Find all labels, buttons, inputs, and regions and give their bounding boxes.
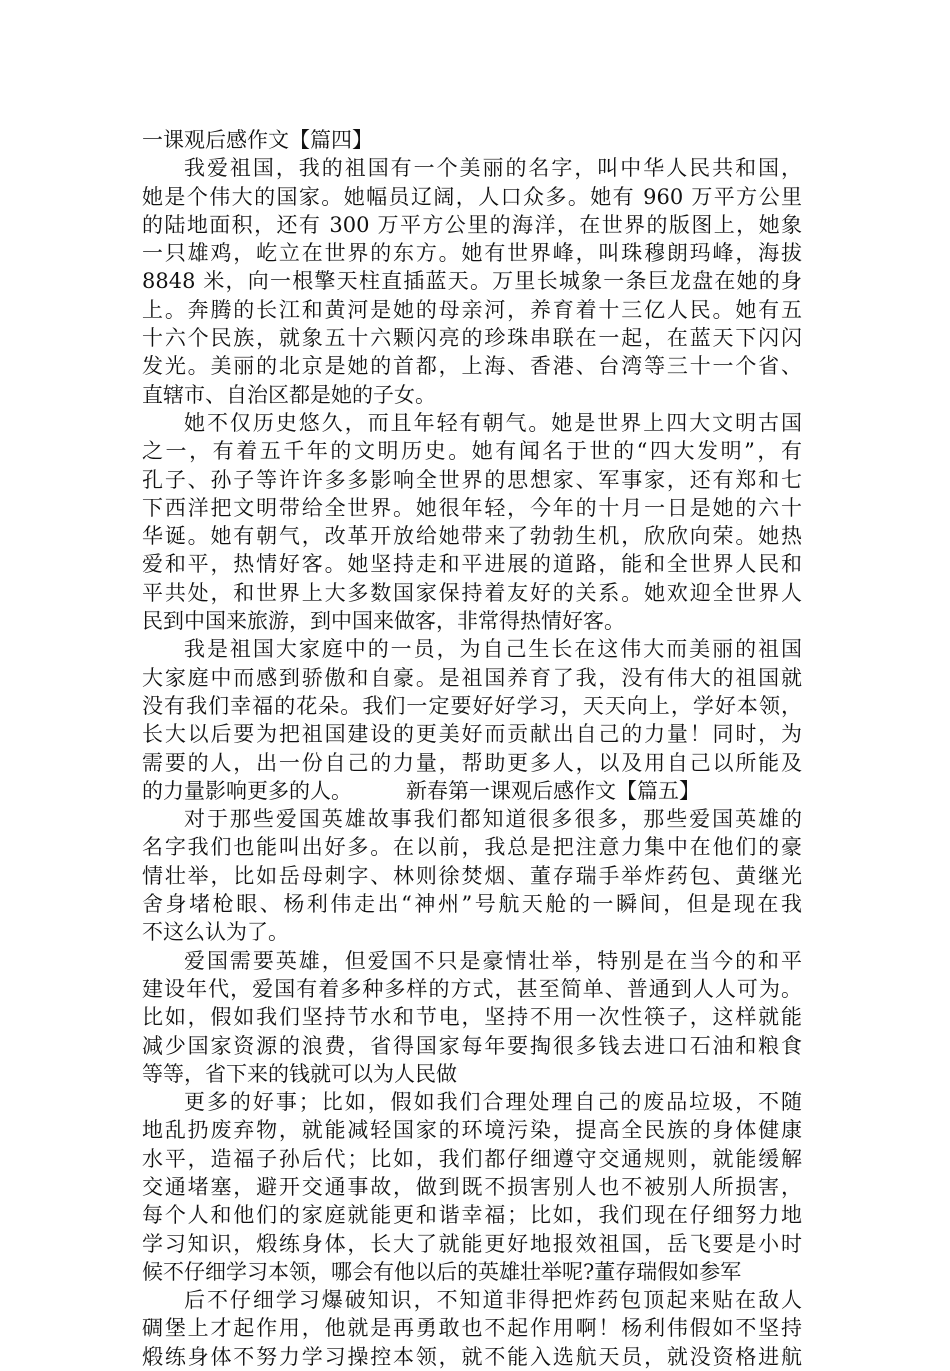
text-line (142, 918, 802, 946)
line-text: 等等，省下来的钱就可以为人民做 (142, 1061, 457, 1086)
line-text: 之一，有着五千年的文明历史。她有闻名于世的“四大发明”，有 (142, 439, 802, 464)
text-line (142, 862, 802, 890)
line-text: 发光。美丽的北京是她的首都，上海、香港、台湾等三十一个省、 (142, 354, 802, 379)
line-text: 十六个民族，就象五十六颗闪亮的珍珠串联在一起，在蓝天下闪闪 (142, 326, 802, 351)
text-line (142, 947, 802, 975)
line-text: 直辖市、自治区都是她的子女。 (142, 382, 436, 407)
line-text: 不这么认为了。 (142, 920, 289, 945)
text-line (142, 1201, 802, 1229)
text-line (142, 1173, 802, 1201)
line-text: 的陆地面积，还有 300 万平方公里的海洋，在世界的版图上，她象 (142, 212, 802, 237)
text-line (142, 211, 802, 239)
line-text: 下西洋把文明带给全世界。她很年轻，今年的十月一日是她的六十 (142, 495, 802, 520)
line-text: 我是祖国大家庭中的一员，为自己生长在这伟大而美丽的祖国 (184, 637, 802, 662)
text-line (142, 1088, 802, 1116)
line-text: 华诞。她有朝气，改革开放给她带来了勃勃生机，欣欣向荣。她热 (142, 524, 802, 549)
text-line (142, 1314, 802, 1342)
text-line (142, 154, 802, 182)
line-text: 候不仔细学习本领，哪会有他以后的英雄壮举呢?董存瑞假如参军 (142, 1259, 742, 1284)
text-line (142, 664, 802, 692)
text-line (142, 1060, 802, 1088)
text-line (142, 720, 802, 748)
text-line (142, 126, 802, 154)
line-text: 孔子、孙子等许许多多影响全世界的思想家、军事家，还有郑和七 (142, 467, 802, 492)
text-line (142, 1343, 802, 1371)
text-line (142, 494, 802, 522)
line-text: 民到中国来旅游，到中国来做客，非常得热情好客。 (142, 609, 625, 634)
text-line (142, 1032, 802, 1060)
line-text: 煅练身体不努力学习操控本领，就不能入选航天员，就没资格进航 (142, 1344, 802, 1369)
document-body (142, 126, 802, 1371)
line-text: 上。奔腾的长江和黄河是她的母亲河，养育着十三亿人民。她有五 (142, 297, 802, 322)
line-text: 碉堡上才起作用，他就是再勇敢也不起作用啊！杨利伟假如不坚持 (142, 1316, 802, 1341)
text-line (142, 409, 802, 437)
line-text: 一课观后感作文【篇四】 (142, 128, 373, 152)
line-text: 地乱扔废弃物，就能减轻国家的环境污染，提高全民族的身体健康 (142, 1118, 802, 1143)
text-line (142, 1116, 802, 1144)
text-line (142, 522, 802, 550)
text-line (142, 777, 802, 805)
line-text: 8848 米，向一根擎天柱直插蓝天。万里长城象一条巨龙盘在她的身 (142, 269, 802, 294)
text-line (142, 239, 802, 267)
text-line (142, 805, 802, 833)
text-line (142, 975, 802, 1003)
text-line (142, 1003, 802, 1031)
text-line (142, 550, 802, 578)
line-text: 名字我们也能叫出好多。在以前，我总是把注意力集中在他们的豪 (142, 835, 802, 860)
text-line (142, 324, 802, 352)
line-text: 后不仔细学习爆破知识，不知道非得把炸药包顶起来贴在敌人 (184, 1288, 802, 1313)
line-text: 减少国家资源的浪费，省得国家每年要掏很多钱去进口石油和粮食 (142, 1033, 802, 1058)
line-text: 一只雄鸡，屹立在世界的东方。她有世界峰，叫珠穆朗玛峰，海拔 (142, 241, 802, 266)
line-text: 情壮举，比如岳母刺字、林则徐焚烟、董存瑞手举炸药包、黄继光 (142, 863, 802, 888)
text-line (142, 692, 802, 720)
line-text: 对于那些爱国英雄故事我们都知道很多很多，那些爱国英雄的 (184, 807, 802, 832)
text-line (142, 607, 802, 635)
line-text: 她是个伟大的国家。她幅员辽阔，人口众多。她有 960 万平方公里 (142, 184, 802, 209)
text-line (142, 833, 802, 861)
line-text: 我爱祖国，我的祖国有一个美丽的名字，叫中华人民共和国， (184, 156, 802, 181)
line-text: 她不仅历史悠久，而且年轻有朝气。她是世界上四大文明古国 (184, 410, 802, 435)
line-text: 交通堵塞，避开交通事故，做到既不损害别人也不被别人所损害， (142, 1174, 802, 1199)
text-line (142, 579, 802, 607)
text-line (142, 381, 802, 409)
line-text: 水平，造福子孙后代；比如，我们都仔细遵守交通规则，就能缓解 (142, 1146, 802, 1171)
text-line (142, 635, 802, 663)
line-text: 的力量影响更多的人。 (142, 778, 352, 803)
line-text: 学习知识，煅练身体，长大了就能更好地报效祖国，岳飞要是小时 (142, 1231, 802, 1256)
line-text: 平共处，和世界上大多数国家保持着友好的关系。她欢迎全世界人 (142, 580, 802, 605)
text-line (142, 296, 802, 324)
line-text: 长大以后要为把祖国建设的更美好而贡献出自己的力量！同时，为 (142, 722, 802, 747)
text-line (142, 890, 802, 918)
line-text: 舍身堵枪眼、杨利伟走出“神州”号航天舱的一瞬间，但是现在我 (142, 892, 802, 917)
line-text: 爱和平，热情好客。她坚持走和平进展的道路，能和全世界人民和 (142, 552, 802, 577)
text-line (142, 749, 802, 777)
text-line (142, 437, 802, 465)
text-line (142, 1258, 802, 1286)
line-text: 大家庭中而感到骄傲和自豪。是祖国养育了我，没有伟大的祖国就 (142, 665, 802, 690)
line-text: 爱国需要英雄，但爱国不只是豪情壮举，特别是在当今的和平 (184, 948, 802, 973)
text-line (142, 466, 802, 494)
line-text: 建设年代，爱国有着多种多样的方式，甚至简单、普通到人人可为。 (142, 976, 802, 1001)
line-text: 没有我们幸福的花朵。我们一定要好好学习，天天向上，学好本领， (142, 693, 802, 718)
line-text: 需要的人，出一份自己的力量，帮助更多人，以及用自己以所能及 (142, 750, 802, 775)
text-line (142, 1230, 802, 1258)
text-line (142, 183, 802, 211)
line-text: 更多的好事；比如，假如我们合理处理自己的废品垃圾，不随 (184, 1090, 802, 1115)
line-text: 比如，假如我们坚持节水和节电，坚持不用一次性筷子，这样就能 (142, 1005, 802, 1030)
text-line (142, 1145, 802, 1173)
text-line (142, 1286, 802, 1314)
line-text: 每个人和他们的家庭就能更和谐幸福；比如，我们现在仔细努力地 (142, 1203, 802, 1228)
section-heading: 新春第一课观后感作文【篇五】 (406, 778, 700, 803)
text-line (142, 267, 802, 295)
text-line (142, 352, 802, 380)
